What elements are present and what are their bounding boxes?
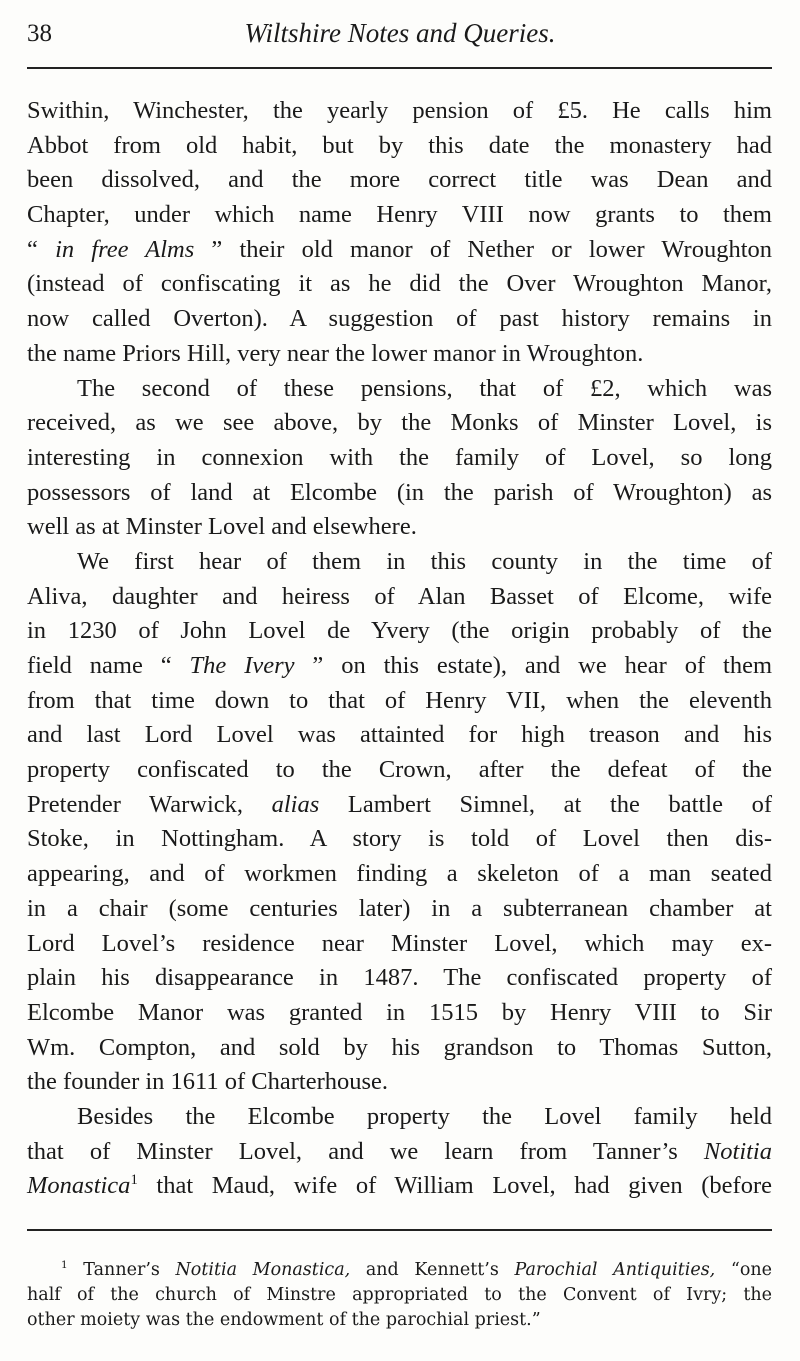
- footnote-marker: 1: [130, 1172, 138, 1189]
- text-line: [27, 961, 772, 996]
- text-line: [27, 476, 772, 511]
- footnote-line: [27, 1283, 772, 1308]
- text-line: [27, 718, 772, 753]
- text-line: [27, 822, 772, 857]
- text-line: [27, 996, 772, 1031]
- text-line: [27, 649, 772, 684]
- text-segment: The second of these pensions, that of £2, which was: [77, 374, 772, 402]
- text-line: [27, 510, 772, 545]
- text-line: [27, 1169, 772, 1204]
- footnote-line: [27, 1308, 772, 1333]
- text-line: [27, 1100, 772, 1135]
- text-segment: that of Minster Lovel, and we learn from Tanner’s: [27, 1137, 704, 1165]
- text-segment: Pretender Warwick,: [27, 790, 272, 818]
- text-line: [27, 94, 772, 129]
- text-line: [27, 684, 772, 719]
- text-line: [27, 129, 772, 164]
- footnote-rule: [27, 1229, 772, 1231]
- text-segment: field name “: [27, 652, 190, 679]
- text-segment: Besides the Elcombe property the Lovel family held: [77, 1102, 772, 1130]
- text-segment: Stoke, in Nottingham. A story is told of Lovel then dis-: [27, 825, 772, 853]
- header-rule: [27, 67, 772, 69]
- text-segment: Wm. Compton, and sold by his grandson to Thomas Sutton,: [27, 1033, 772, 1061]
- text-segment: and last Lord Lovel was attainted for high treason and his: [27, 721, 772, 749]
- text-segment: “one: [715, 1260, 772, 1280]
- text-segment: Swithin, Winchester, the yearly pension of £5. He calls him: [27, 97, 772, 124]
- text-segment: interesting in connexion with the family of Lovel, so long: [27, 443, 772, 471]
- page-number: 38: [27, 20, 52, 47]
- text-line: [27, 233, 772, 268]
- footnote-marker: 1: [61, 1259, 68, 1272]
- text-segment: from that time down to that of Henry VII, when the eleventh: [27, 686, 772, 714]
- text-segment: in 1230 of John Lovel de Yvery (the origin probably of the: [27, 617, 772, 645]
- text-line: [27, 1031, 772, 1066]
- text-line: [27, 1065, 772, 1100]
- text-segment: Lord Lovel’s residence near Minster Lovel, which may ex-: [27, 929, 772, 957]
- text-line: [27, 753, 772, 788]
- running-title: Wiltshire Notes and Queries.: [244, 18, 556, 48]
- text-segment: Tanner’s: [67, 1260, 176, 1280]
- text-segment: appearing, and of workmen finding a skeleton of a man seated: [27, 860, 772, 888]
- footnote: [27, 1258, 772, 1333]
- text-segment: (instead of confiscating it as he did the Over Wroughton Manor,: [27, 270, 772, 298]
- italic-text: Notitia Monastica,: [175, 1260, 351, 1280]
- text-segment: been dissolved, and the more correct title was Dean and: [27, 166, 772, 194]
- text-segment: other moiety was the endowment of the parochial priest.”: [27, 1310, 541, 1330]
- text-segment: “: [27, 235, 56, 263]
- italic-text: Parochial Antiquities,: [514, 1260, 716, 1280]
- italic-text: in free Alms: [55, 235, 195, 263]
- text-segment: well as at Minster Lovel and elsewhere.: [27, 513, 417, 541]
- text-line: [27, 337, 772, 372]
- text-line: [27, 163, 772, 198]
- text-segment: Elcombe Manor was granted in 1515 by Henry VIII to Sir: [27, 998, 772, 1026]
- text-line: [27, 580, 772, 615]
- text-line: [27, 406, 772, 441]
- text-segment: Abbot from old habit, but by this date the monastery had: [27, 131, 772, 159]
- text-line: [27, 302, 772, 337]
- text-segment: Lambert Simnel, at the battle of: [319, 790, 772, 818]
- text-line: [27, 857, 772, 892]
- text-segment: in a chair (some centuries later) in a subterranean chamber at: [27, 894, 772, 922]
- text-line: [27, 788, 772, 823]
- text-line: [27, 441, 772, 476]
- text-line: [27, 614, 772, 649]
- text-segment: the name Priors Hill, very near the lower manor in Wroughton.: [27, 339, 644, 367]
- italic-text: alias: [271, 790, 320, 818]
- text-segment: plain his disappearance in 1487. The confiscated property of: [27, 964, 772, 992]
- text-line: [27, 545, 772, 580]
- text-segment: Chapter, under which name Henry VIII now grants to them: [27, 201, 772, 229]
- text-line: [27, 1135, 772, 1170]
- italic-text: Monastica: [27, 1172, 131, 1200]
- text-line: [27, 198, 772, 233]
- text-line: [27, 892, 772, 927]
- text-segment: that Maud, wife of William Lovel, had given (before: [137, 1172, 772, 1200]
- body-text: [27, 94, 772, 1204]
- text-line: [27, 372, 772, 407]
- text-segment: Aliva, daughter and heiress of Alan Basset of Elcome, wife: [27, 582, 772, 610]
- footnote-line: [27, 1258, 772, 1283]
- text-segment: and Kennett’s: [350, 1260, 515, 1280]
- text-segment: the founder in 1611 of Charterhouse.: [27, 1068, 389, 1096]
- text-segment: ” their old manor of Nether or lower Wroughton: [194, 235, 773, 263]
- text-segment: possessors of land at Elcombe (in the parish of Wroughton) as: [27, 478, 772, 506]
- text-segment: property confiscated to the Crown, after the defeat of the: [27, 756, 772, 784]
- italic-text: The Ivery: [189, 652, 295, 679]
- text-segment: received, as we see above, by the Monks of Minster Lovel, is: [27, 409, 772, 437]
- text-segment: now called Overton). A suggestion of past history remains in: [27, 305, 772, 333]
- italic-text: Notitia: [703, 1137, 772, 1165]
- text-line: [27, 927, 772, 962]
- text-segment: We first hear of them in this county in the time of: [77, 547, 772, 575]
- text-line: [27, 267, 772, 302]
- text-segment: half of the church of Minstre appropriated to the Convent of Ivry; the: [27, 1285, 772, 1305]
- text-segment: ” on this estate), and we hear of them: [294, 652, 772, 679]
